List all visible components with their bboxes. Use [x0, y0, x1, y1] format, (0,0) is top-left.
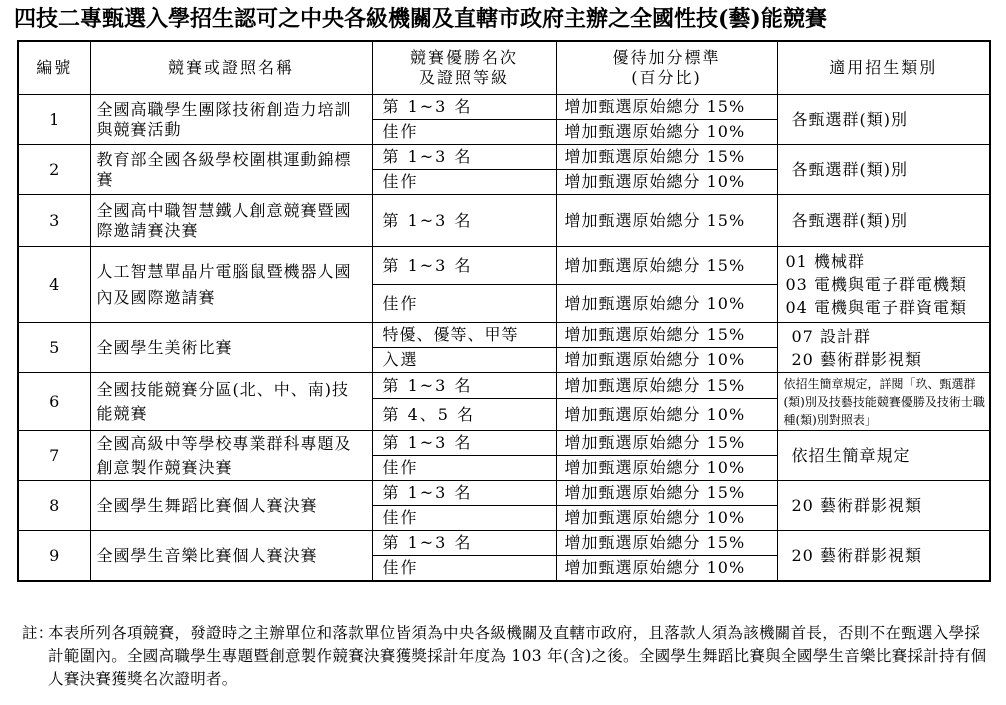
table-row — [18, 323, 990, 348]
category-cell: 各甄選群(類)別 — [777, 195, 990, 247]
bonus-cell: 增加甄選原始總分 15% — [556, 431, 777, 456]
competition-name: 全國技能競賽分區(北、中、南)技能競賽 — [90, 373, 372, 431]
rank-cell: 佳作 — [372, 456, 556, 481]
header-number: 編號 — [18, 41, 90, 95]
rank-cell: 第 1~3 名 — [372, 95, 556, 120]
row-number: 2 — [18, 145, 90, 195]
table-header-row — [18, 41, 990, 95]
competition-name: 全國學生舞蹈比賽個人賽決賽 — [90, 481, 372, 531]
bonus-cell: 增加甄選原始總分 10% — [556, 399, 777, 431]
rank-cell: 第 1~3 名 — [372, 195, 556, 247]
table-row — [18, 247, 990, 285]
row-number: 5 — [18, 323, 90, 373]
footnote-text: 本表所列各項競賽，發證時之主辦單位和落款單位皆須為中央各級機關及直轄市政府，且落款人須為該機關首長，否則不在甄選入學採計範圍內。全國高職學生專題暨創意製作競賽決賽獲獎採計年度為 103 年(含)之後。全國學生舞蹈比賽與全國學生音樂比賽採計持有個人賽決賽獲獎名次證明者。 — [48, 624, 987, 688]
bonus-cell: 增加甄選原始總分 10% — [556, 506, 777, 531]
bonus-cell: 增加甄選原始總分 15% — [556, 195, 777, 247]
row-number: 4 — [18, 247, 90, 323]
bonus-cell: 增加甄選原始總分 15% — [556, 481, 777, 506]
bonus-cell: 增加甄選原始總分 15% — [556, 373, 777, 399]
category-cell: 07 設計群 20 藝術群影視類 — [777, 323, 990, 373]
row-number: 1 — [18, 95, 90, 145]
bonus-cell: 增加甄選原始總分 15% — [556, 323, 777, 348]
footnote-label: 註： — [22, 624, 54, 642]
category-cell: 依招生簡章規定 — [777, 431, 990, 481]
category-cell: 01 機械群 03 電機與電子群電機類 04 電機與電子群資電類 — [777, 247, 990, 323]
table-row — [18, 431, 990, 456]
rank-cell: 佳作 — [372, 170, 556, 195]
header-bonus: 優待加分標準 (百分比) — [556, 41, 777, 95]
row-number: 9 — [18, 531, 90, 582]
header-category: 適用招生類別 — [777, 41, 990, 95]
competition-table — [17, 40, 991, 582]
competition-name: 全國高級中等學校專業群科專題及創意製作競賽決賽 — [90, 431, 372, 481]
row-number: 6 — [18, 373, 90, 431]
header-rank: 競賽優勝名次 及證照等級 — [372, 41, 556, 95]
competition-name: 全國學生美術比賽 — [90, 323, 372, 373]
bonus-cell: 增加甄選原始總分 15% — [556, 145, 777, 170]
bonus-cell: 增加甄選原始總分 10% — [556, 120, 777, 145]
category-cell: 20 藝術群影視類 — [777, 531, 990, 582]
bonus-cell: 增加甄選原始總分 10% — [556, 348, 777, 373]
rank-cell: 特優、優等、甲等 — [372, 323, 556, 348]
row-number: 3 — [18, 195, 90, 247]
rank-cell: 佳作 — [372, 285, 556, 323]
bonus-cell: 增加甄選原始總分 10% — [556, 456, 777, 481]
rank-cell: 第 1~3 名 — [372, 373, 556, 399]
competition-name: 教育部全國各級學校圍棋運動錦標賽 — [90, 145, 372, 195]
bonus-cell: 增加甄選原始總分 15% — [556, 247, 777, 285]
rank-cell: 第 4、5 名 — [372, 399, 556, 431]
bonus-cell: 增加甄選原始總分 15% — [556, 531, 777, 556]
rank-cell: 第 1~3 名 — [372, 531, 556, 556]
rank-cell: 第 1~3 名 — [372, 431, 556, 456]
rank-cell: 第 1~3 名 — [372, 481, 556, 506]
table-row — [18, 373, 990, 399]
bonus-cell: 增加甄選原始總分 10% — [556, 170, 777, 195]
table-row — [18, 481, 990, 506]
competition-name: 全國高職學生團隊技術創造力培訓與競賽活動 — [90, 95, 372, 145]
bonus-cell: 增加甄選原始總分 10% — [556, 556, 777, 582]
table-row — [18, 95, 990, 120]
category-cell: 各甄選群(類)別 — [777, 95, 990, 145]
rank-cell: 第 1~3 名 — [372, 247, 556, 285]
category-cell: 20 藝術群影視類 — [777, 481, 990, 531]
page-title: 四技二專甄選入學招生認可之中央各級機關及直轄市政府主辦之全國性技(藝)能競賽 — [14, 6, 827, 32]
competition-name: 全國高中職智慧鐵人創意競賽暨國際邀請賽決賽 — [90, 195, 372, 247]
competition-name: 全國學生音樂比賽個人賽決賽 — [90, 531, 372, 582]
table-row — [18, 531, 990, 556]
bonus-cell: 增加甄選原始總分 15% — [556, 95, 777, 120]
competition-name: 人工智慧單晶片電腦鼠暨機器人國內及國際邀請賽 — [90, 247, 372, 323]
table-row — [18, 195, 990, 247]
row-number: 7 — [18, 431, 90, 481]
table-row — [18, 145, 990, 170]
rank-cell: 第 1~3 名 — [372, 145, 556, 170]
rank-cell: 佳作 — [372, 506, 556, 531]
rank-cell: 佳作 — [372, 556, 556, 582]
rank-cell: 入選 — [372, 348, 556, 373]
rank-cell: 佳作 — [372, 120, 556, 145]
category-cell: 各甄選群(類)別 — [777, 145, 990, 195]
row-number: 8 — [18, 481, 90, 531]
header-competition-name: 競賽或證照名稱 — [90, 41, 372, 95]
category-cell: 依招生簡章規定，詳閱「玖、甄選群(類)別及技藝技能競賽優勝及技術士職種(類)別對照表」 — [777, 373, 990, 431]
bonus-cell: 增加甄選原始總分 10% — [556, 285, 777, 323]
footnote — [22, 622, 992, 691]
